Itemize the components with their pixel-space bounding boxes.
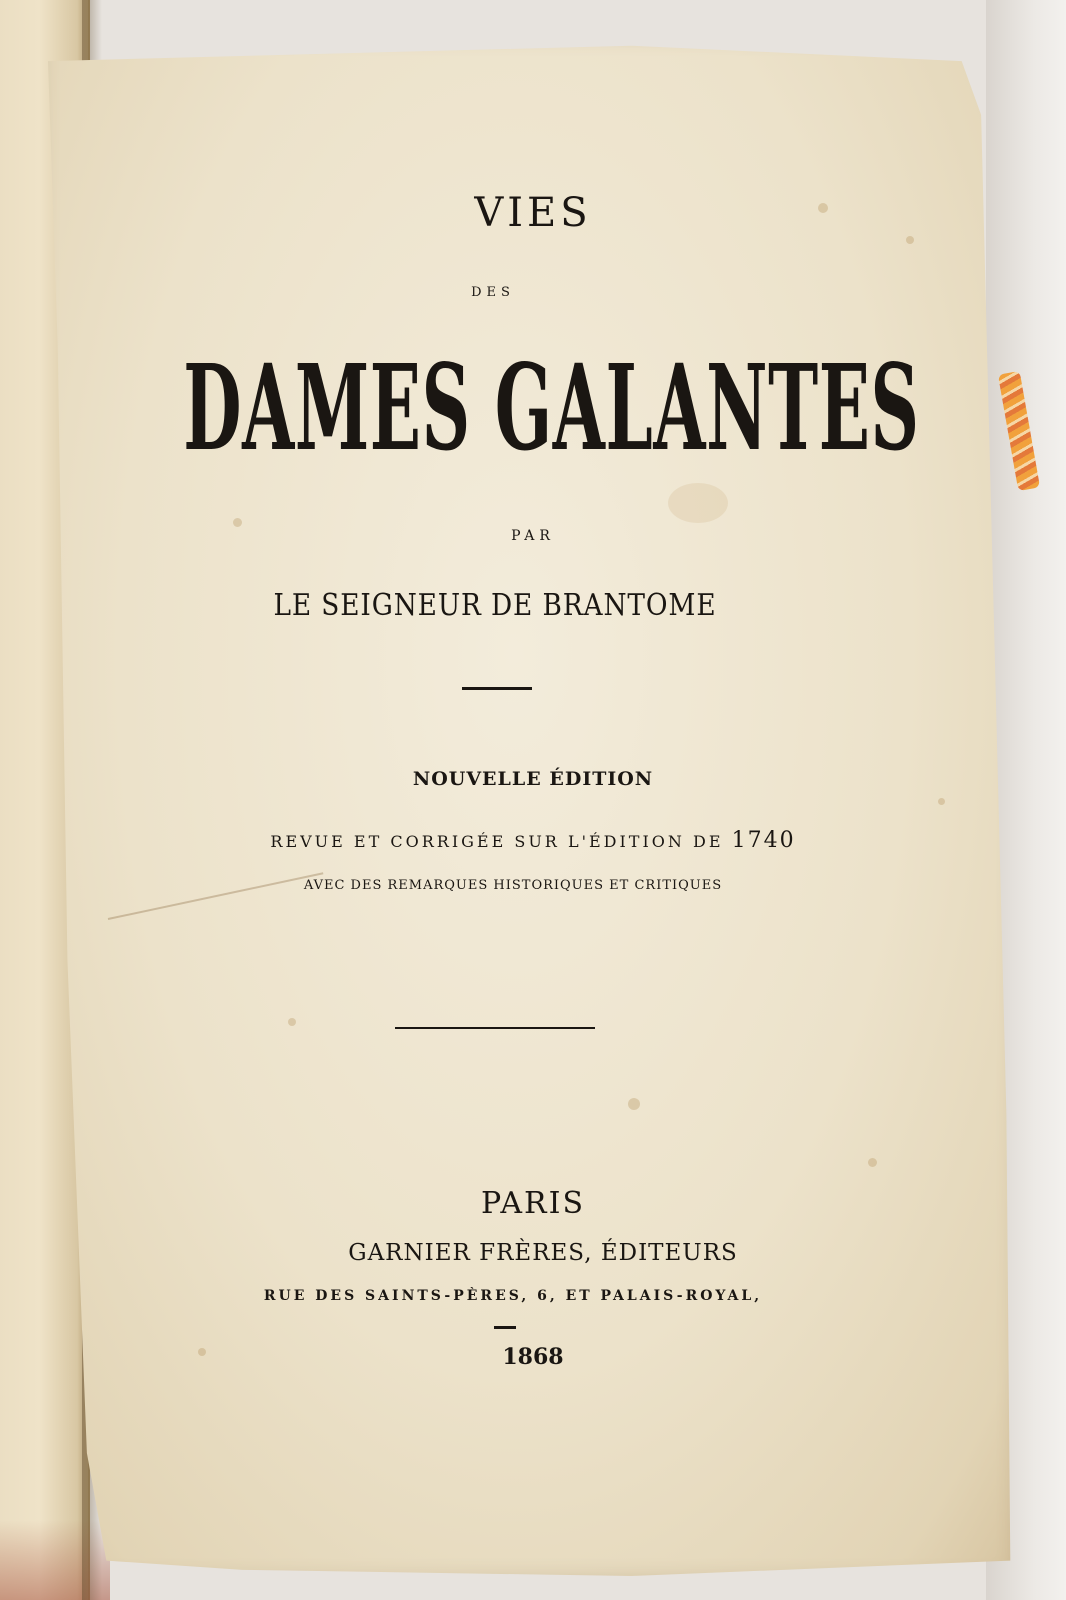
divider-rule [462,687,532,690]
revision-year: 1740 [731,828,796,853]
title-line-des: DES [471,285,515,300]
foxing-spot [868,1158,877,1167]
imprint-year: 1868 [502,1344,564,1370]
title-line-vies: VIES [474,190,592,236]
revision-text: REVUE ET CORRIGÉE SUR L'ÉDITION DE [270,832,724,851]
edition-line: NOUVELLE ÉDITION [412,768,654,790]
foxing-spot [938,798,945,805]
imprint-city: PARIS [480,1186,586,1221]
divider-rule [395,1027,595,1029]
divider-rule [494,1326,516,1329]
author-name: LE SEIGNEUR DE BRANTOME [273,588,717,623]
foxing-spot [288,1018,296,1026]
main-title: DAMES GALANTES [183,340,920,478]
foxing-spot [233,518,242,527]
imprint-publisher: GARNIER FRÈRES, ÉDITEURS [348,1240,738,1266]
revision-line [0,828,1066,853]
remarks-line: AVEC DES REMARQUES HISTORIQUES ET CRITIQUES [303,878,723,893]
foxing-spot [906,236,914,244]
imprint-address: RUE DES SAINTS-PÈRES, 6, ET PALAIS-ROYAL, [263,1288,763,1304]
foxing-spot [628,1098,640,1110]
foxing-spot [668,483,728,523]
title-line-par: PAR [511,528,555,544]
